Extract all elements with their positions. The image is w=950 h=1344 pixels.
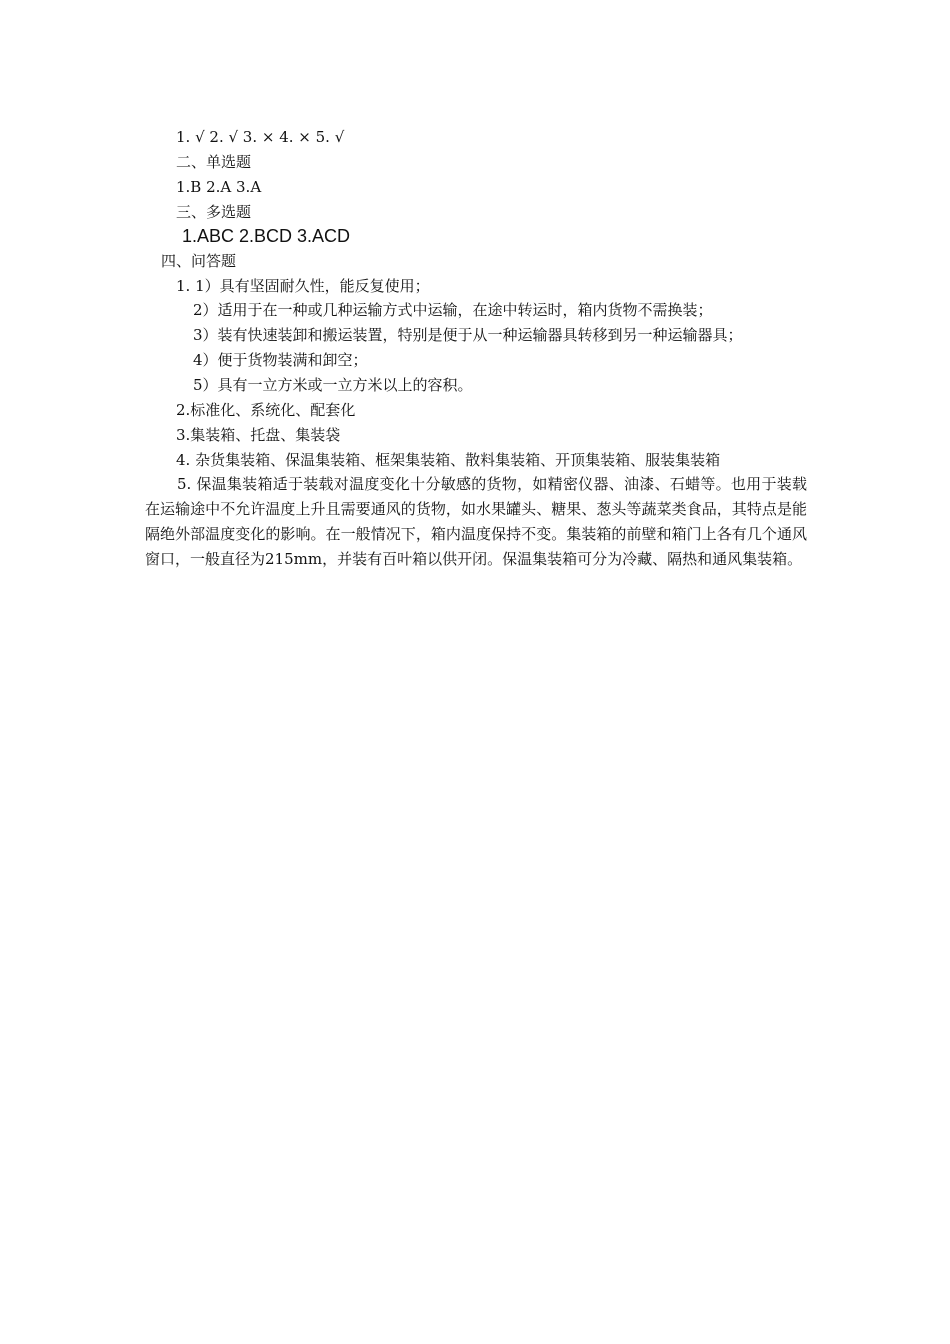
section-title-single-choice: 二、单选题 <box>176 153 252 171</box>
single-choice-answers: 1.B 2.A 3.A <box>176 178 262 196</box>
answer-1-item-5: 5）具有一立方米或一立方米以上的容积。 <box>193 376 473 394</box>
answer-2: 2.标准化、系统化、配套化 <box>176 401 356 419</box>
section-title-questions: 四、问答题 <box>161 252 237 270</box>
true-false-answers: 1. √ 2. √ 3. × 4. × 5. √ <box>176 128 345 146</box>
answer-1-item-4: 4）便于货物装满和卸空； <box>193 351 368 369</box>
answer-5-paragraph: 5. 保温集装箱适于装载对温度变化十分敏感的货物，如精密仪器、油漆、石蜡等。也用于装载在运输途中不允许温度上升且需要通风的货物，如水果罐头、糖果、葱头等蔬菜类食品，其特点是能隔绝外部温度变化的影响。在一般情况下，箱内温度保持不变。集装箱的前壁和箱门上各有几个通风窗口，一般直径为215mm，并装有百叶箱以供开闭。保温集装箱可分为冷藏、隔热和通风集装箱。 <box>145 475 807 568</box>
answer-3: 3.集装箱、托盘、集装袋 <box>176 426 341 444</box>
answer-1-item-1: 1. 1）具有坚固耐久性，能反复使用； <box>176 277 430 295</box>
answer-4: 4. 杂货集装箱、保温集装箱、框架集装箱、散料集装箱、开顶集装箱、服装集装箱 <box>176 451 721 469</box>
answer-1-item-2: 2）适用于在一种或几种运输方式中运输，在途中转运时，箱内货物不需换装； <box>193 301 713 319</box>
answer-1-item-3: 3）装有快速装卸和搬运装置，特别是便于从一种运输器具转移到另一种运输器具； <box>193 326 743 344</box>
multiple-choice-answers: 1.ABC 2.BCD 3.ACD <box>182 226 351 246</box>
section-title-multiple-choice: 三、多选题 <box>176 203 252 221</box>
